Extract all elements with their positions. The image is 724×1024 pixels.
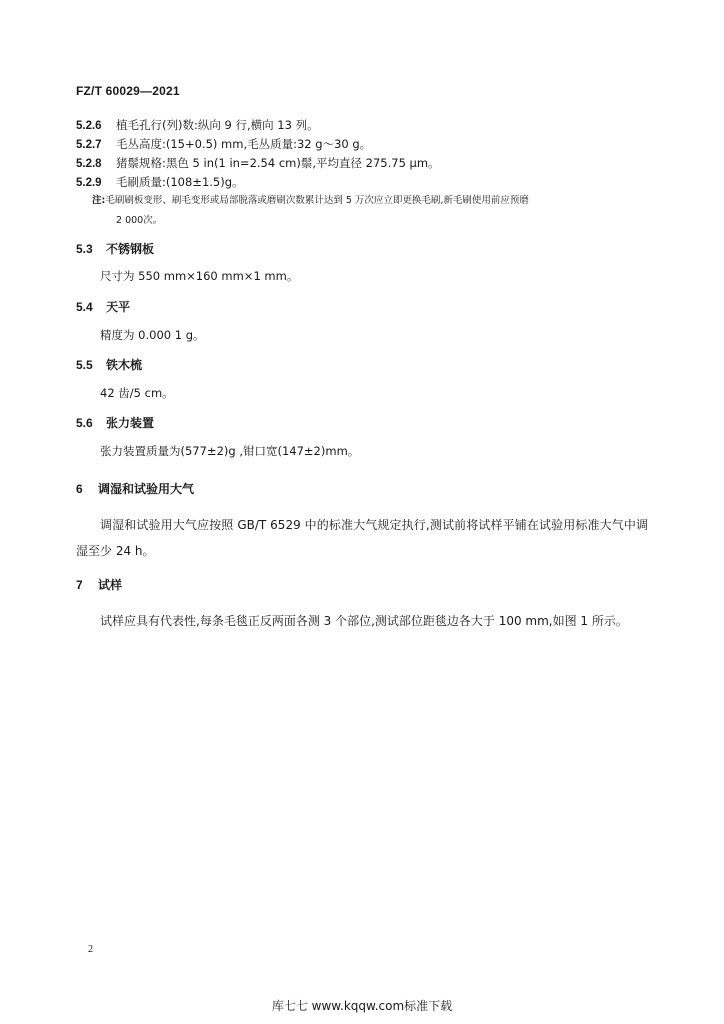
page-number: 2 [88, 944, 93, 955]
chapter-number: 6 [76, 482, 83, 496]
chapter-heading-6 [76, 480, 194, 497]
clause-5-2-7 [76, 137, 371, 153]
section-number: 5.3 [76, 242, 93, 256]
chapter-text-7: 试样应具有代表性,每条毛毯正反两面各测 3 个部位,测试部位距毯边各大于 100 mm,如图 1 所示。 [100, 614, 628, 628]
chapter-text-6: 调湿和试验用大气应按照 GB/T 6529 中的标准大气规定执行,测试前将试样平铺在试验用标准大气中调湿至少 24 h。 [76, 518, 648, 558]
section-title: 天平 [106, 300, 131, 314]
section-number: 5.5 [76, 358, 93, 372]
clause-text: 植毛孔行(列)数:纵向 9 行,横向 13 列。 [116, 118, 319, 132]
section-text-5-4: 精度为 0.000 1 g。 [100, 328, 205, 342]
clause-5-2-8 [76, 156, 440, 172]
clause-number: 5.2.7 [76, 139, 102, 151]
section-heading-5-4 [76, 298, 130, 315]
section-heading-5-5 [76, 356, 142, 373]
note-label: 注: [92, 195, 106, 206]
clause-5-2-9 [76, 175, 244, 191]
chapter-heading-7 [76, 576, 122, 593]
chapter-number: 7 [76, 578, 83, 592]
footer-watermark: 库七七 www.kqqw.com标准下载 [271, 999, 453, 1013]
note-text-continued: 2 000次。 [116, 215, 163, 226]
section-text-5-3: 尺寸为 550 mm×160 mm×1 mm。 [100, 269, 299, 283]
clause-number: 5.2.6 [76, 120, 102, 132]
section-title: 张力装置 [106, 416, 155, 430]
standard-code: FZ/T 60029—2021 [76, 84, 180, 98]
section-heading-5-3 [76, 240, 154, 257]
clause-number: 5.2.8 [76, 158, 102, 170]
clause-text: 毛丛高度:(15+0.5) mm,毛丛质量:32 g～30 g。 [116, 137, 372, 151]
clause-5-2-6 [76, 118, 319, 134]
section-number: 5.4 [76, 300, 93, 314]
clause-text: 猪鬃规格:黑色 5 in(1 in=2.54 cm)鬃,平均直径 275.75 μm。 [116, 156, 440, 170]
section-heading-5-6 [76, 414, 154, 431]
section-text-5-5: 42 齿/5 cm。 [100, 386, 174, 400]
clause-text: 毛刷质量:(108±1.5)g。 [116, 175, 244, 189]
section-number: 5.6 [76, 416, 93, 430]
chapter-title: 调湿和试验用大气 [98, 482, 195, 496]
section-title: 不锈钢板 [106, 242, 155, 256]
note [92, 191, 652, 231]
section-text-5-6: 张力装置质量为(577±2)g ,钳口宽(147±2)mm。 [100, 444, 360, 458]
section-title: 铁木梳 [106, 358, 143, 372]
chapter-title: 试样 [98, 578, 123, 592]
note-text: 毛刷刷板变形、刷毛变形或局部脱落或磨刷次数累计达到 5 万次应立即更换毛刷,新毛刷使用前应预磨 [105, 195, 529, 206]
clause-number: 5.2.9 [76, 177, 102, 189]
